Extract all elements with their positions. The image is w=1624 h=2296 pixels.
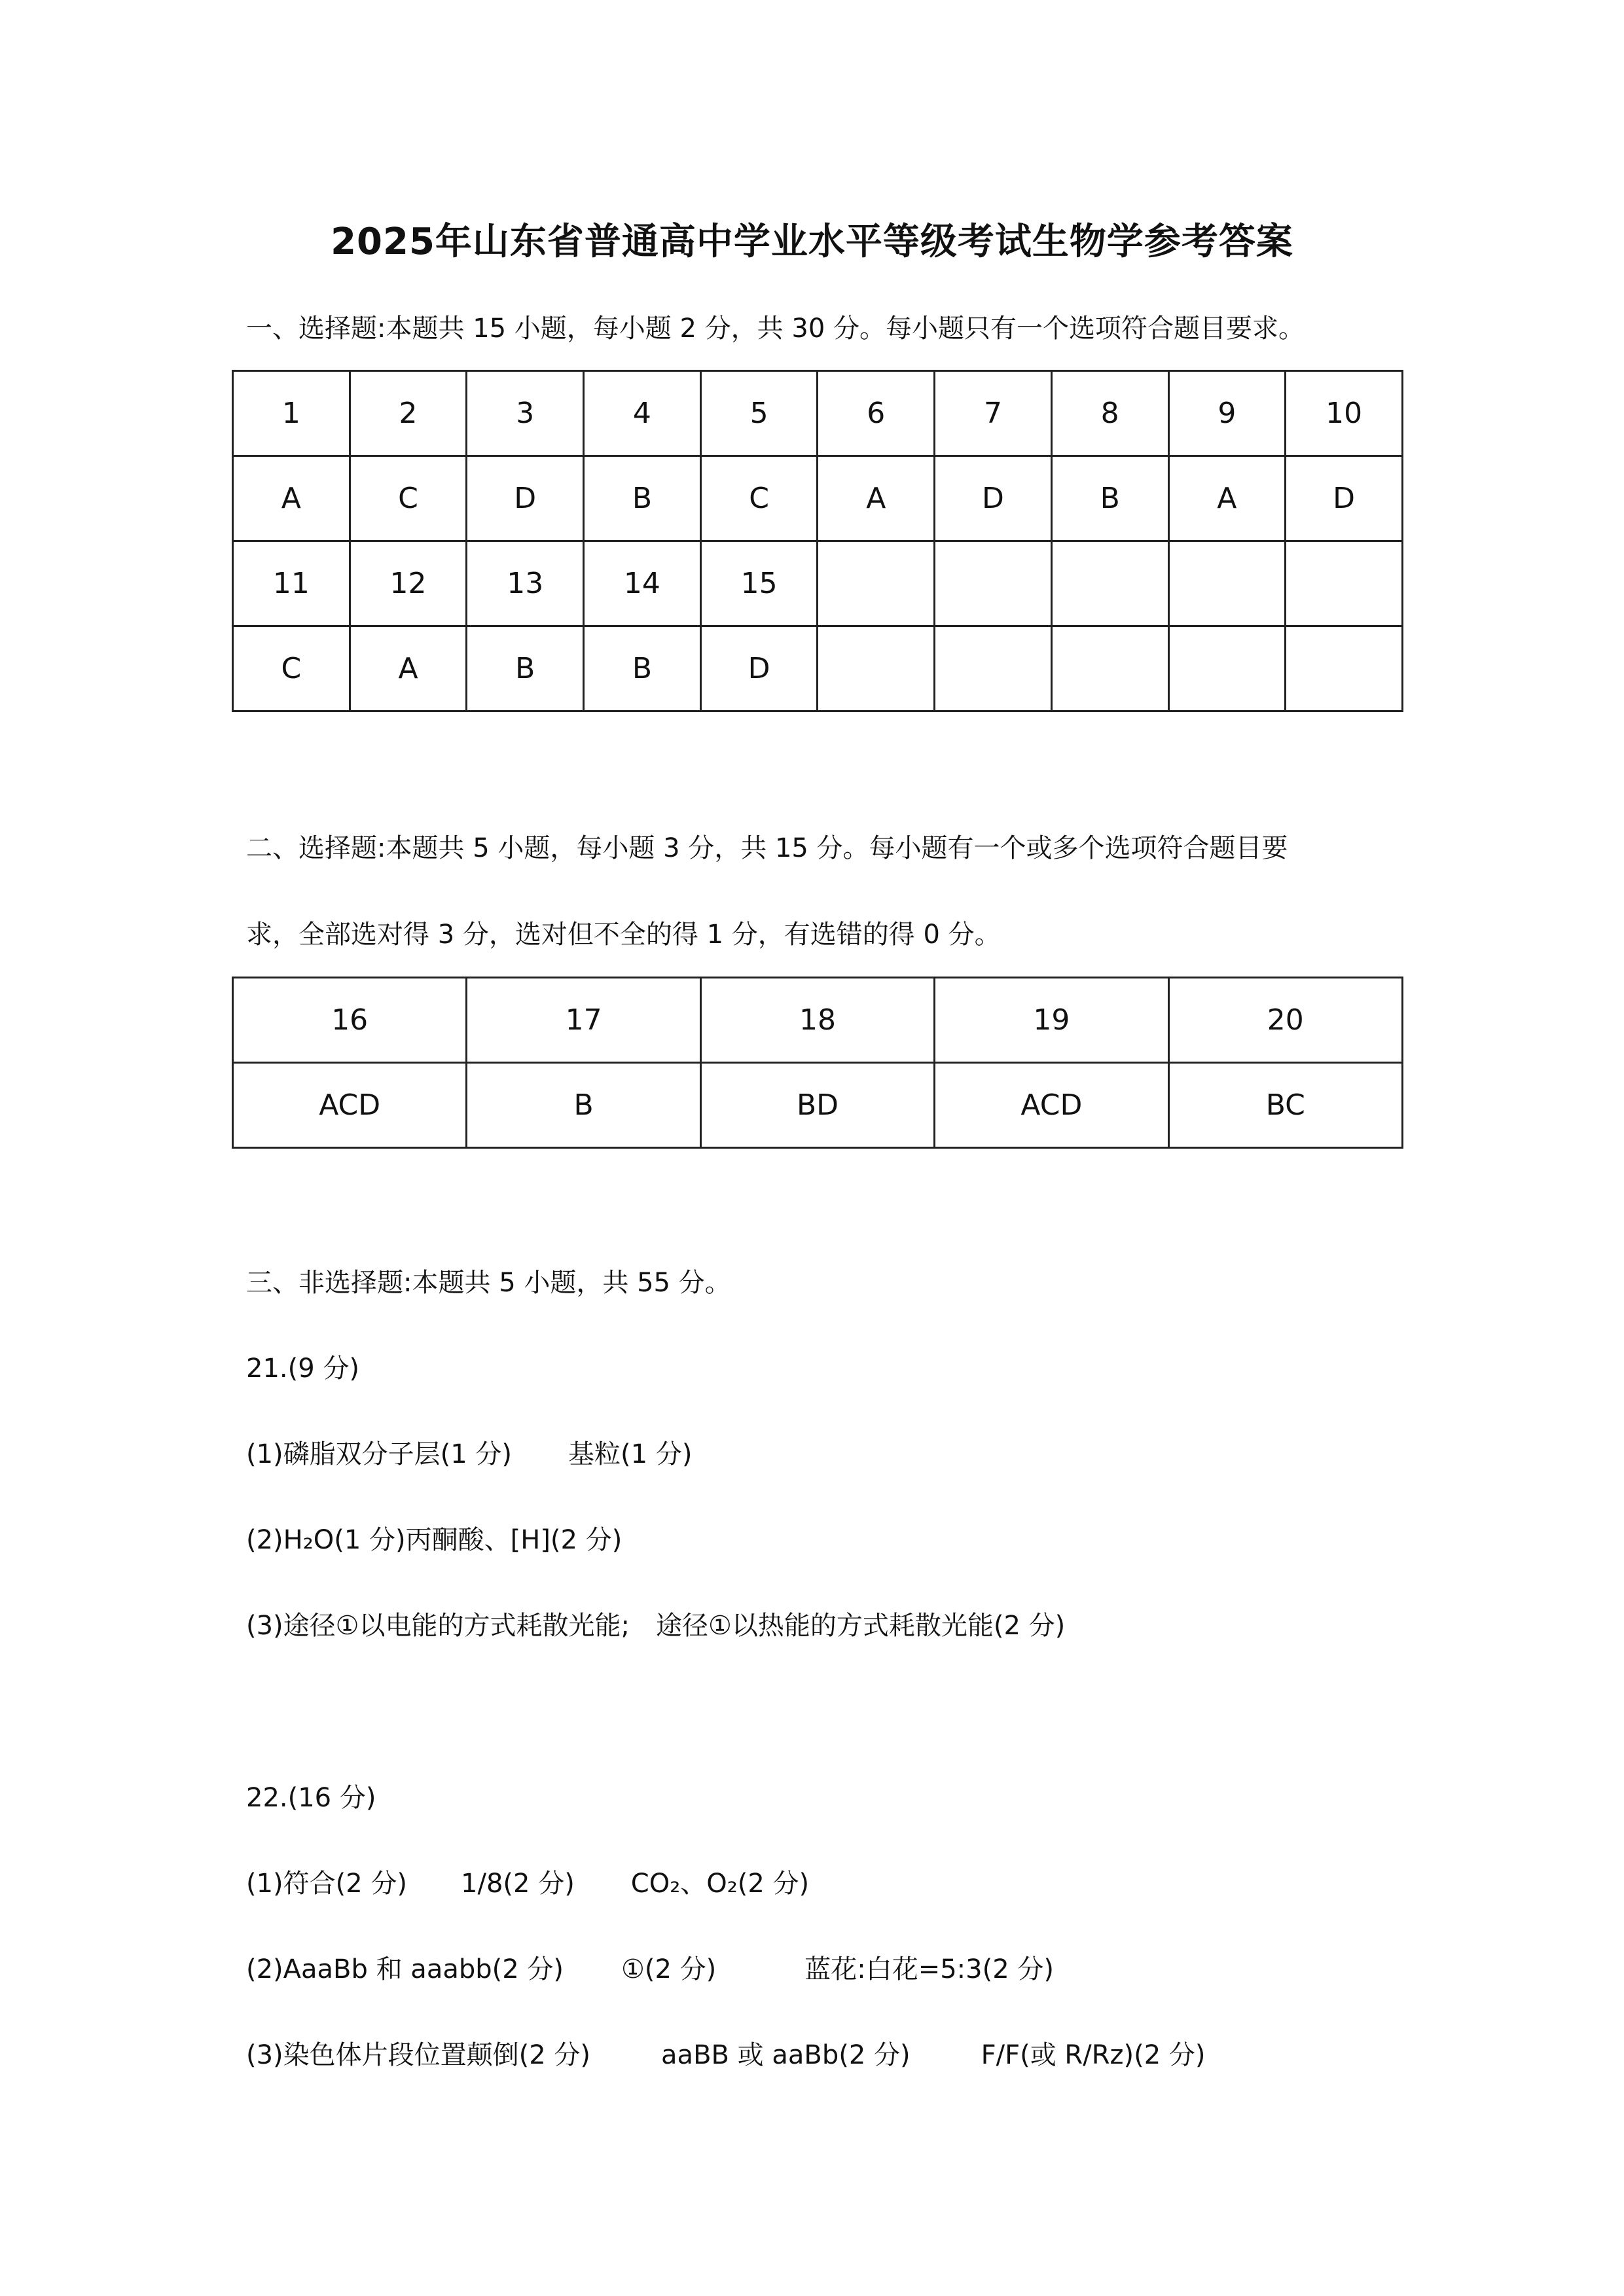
table-cell: 15 [700,541,818,626]
table-cell: D [1286,456,1403,541]
table-row [233,1063,1403,1148]
table-cell: A [818,456,935,541]
table-cell [935,541,1052,626]
table-cell [1051,541,1168,626]
table-cell: 17 [467,978,700,1063]
table-cell [1168,626,1286,711]
q22-answer-3 [246,2039,1205,2071]
table-cell: D [700,626,818,711]
table-cell [1168,541,1286,626]
table-cell: B [584,626,701,711]
table-cell: D [935,456,1052,541]
table-cell: 6 [818,371,935,456]
table-cell [1051,626,1168,711]
q21-answer-2: (2)H₂O(1 分)丙酮酸、[H](2 分) [246,1525,623,1555]
table-cell: B [467,1063,700,1148]
table-cell: A [233,456,350,541]
q21-answer-3 [246,1610,1065,1641]
q22-answer-2 [246,1954,1054,1985]
table-row [233,456,1403,541]
q22-answer-3a: (3)染色体片段位置颠倒(2 分) [246,2040,591,2070]
section2-heading-line2: 求，全部选对得 3 分，选对但不全的得 1 分，有选错的得 0 分。 [246,920,1001,950]
table-cell: B [1051,456,1168,541]
q22-answer-2c: 蓝花:白花=5:3(2 分) [804,1954,1054,1984]
table-cell: 11 [233,541,350,626]
table-cell [818,541,935,626]
table-cell: 9 [1168,371,1286,456]
table-cell: ACD [935,1063,1168,1148]
table-cell: 1 [233,371,350,456]
table-cell: 3 [467,371,584,456]
table-cell: 10 [1286,371,1403,456]
table-cell: 19 [935,978,1168,1063]
q22-answer-1a: (1)符合(2 分) [246,1869,408,1899]
table-cell: 8 [1051,371,1168,456]
q21-label: 21.(9 分) [246,1354,359,1384]
table-cell: 16 [233,978,467,1063]
table-cell [935,626,1052,711]
section3-heading: 三、非选择题:本题共 5 小题，共 55 分。 [246,1268,731,1298]
table-cell: B [584,456,701,541]
q22-answer-2a: (2)AaaBb 和 aaabb(2 分) [246,1954,564,1984]
page-title: 2025年山东省普通高中学业水平等级考试生物学参考答案 [331,221,1293,263]
table-row [233,371,1403,456]
table-cell: 7 [935,371,1052,456]
q21-answer-1 [246,1439,692,1470]
table-cell: 18 [700,978,934,1063]
table-cell: 2 [350,371,467,456]
section1-heading: 一、选择题:本题共 15 小题，每小题 2 分，共 30 分。每小题只有一个选项符合题目要求。 [246,314,1305,344]
table-cell: A [350,626,467,711]
table-cell: BD [700,1063,934,1148]
table-cell [818,626,935,711]
table-row [233,541,1403,626]
q21-answer-3a: (3)途径①以电能的方式耗散光能; [246,1611,630,1641]
section2-heading-line1: 二、选择题:本题共 5 小题，每小题 3 分，共 15 分。每小题有一个或多个选项符合题目要 [246,833,1288,863]
q21-answer-1a: (1)磷脂双分子层(1 分) [246,1439,513,1469]
table-cell: ACD [233,1063,467,1148]
table-cell: 13 [467,541,584,626]
table-cell: 20 [1168,978,1402,1063]
table-cell: C [350,456,467,541]
table-row [233,626,1403,711]
q21-answer-1b: 基粒(1 分) [568,1439,693,1469]
table-cell: 5 [700,371,818,456]
q22-answer-2b: ①(2 分) [621,1954,717,1984]
table-cell: C [233,626,350,711]
q22-answer-3b: aaBB 或 aaBb(2 分) [661,2040,911,2070]
table-cell: 12 [350,541,467,626]
table-cell [1286,626,1403,711]
q22-answer-3c: F/F(或 R/Rz)(2 分) [981,2040,1206,2070]
q22-answer-1b: 1/8(2 分) [461,1869,575,1899]
q22-label: 22.(16 分) [246,1783,376,1813]
table-cell: C [700,456,818,541]
table-cell: A [1168,456,1286,541]
q21-answer-3b: 途径①以热能的方式耗散光能(2 分) [656,1611,1066,1641]
table-cell: D [467,456,584,541]
table-cell: B [467,626,584,711]
section2-answer-table [232,977,1403,1149]
q22-answer-1 [246,1868,809,1899]
table-cell: 4 [584,371,701,456]
table-cell [1286,541,1403,626]
q22-answer-1c: CO₂、O₂(2 分) [630,1869,810,1899]
section1-answer-table [232,370,1403,712]
table-row [233,978,1403,1063]
table-cell: 14 [584,541,701,626]
table-cell: BC [1168,1063,1402,1148]
